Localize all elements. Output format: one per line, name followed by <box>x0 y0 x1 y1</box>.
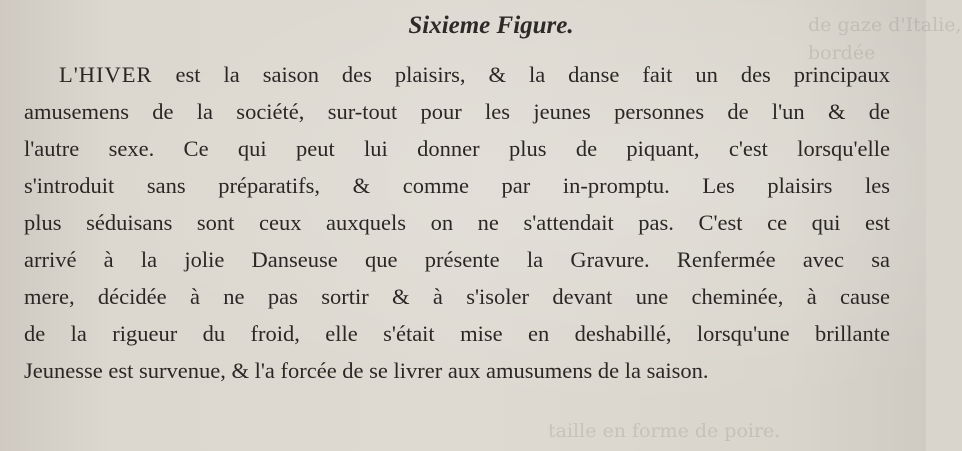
figure-heading <box>0 12 926 40</box>
paragraph-line-text: est la saison des plaisirs, & la danse fait un des principaux <box>175 62 891 87</box>
lead-word: L'HIVER <box>59 62 153 87</box>
paragraph-line: mere, décidée à ne pas sortir & à s'isoler devant une cheminée, à cause <box>24 284 890 309</box>
paragraph-line: arrivé à la jolie Danseuse que présente la Gravure. Renfermée avec sa <box>24 247 890 272</box>
paragraph-line: l'autre sexe. Ce qui peut lui donner plus de piquant, c'est lorsqu'elle <box>24 136 890 161</box>
paragraph-line: amusemens de la société, sur-tout pour les jeunes personnes de l'un & de <box>24 99 890 124</box>
figure-heading-text: Sixieme Figure. <box>408 12 574 39</box>
paragraph-line: de la rigueur du froid, elle s'était mise en deshabillé, lorsqu'une brillante <box>24 321 890 346</box>
paragraph-line: s'introduit sans préparatifs, & comme par in-promptu. Les plaisirs les <box>24 173 890 198</box>
body-paragraph <box>24 56 890 389</box>
bleed-through-text: bordée <box>808 42 876 64</box>
paragraph-line: plus séduisans sont ceux auxquels on ne s'attendait pas. C'est ce qui est <box>24 210 890 235</box>
bleed-through-text: de gaze d'Italie, <box>808 14 962 36</box>
paragraph-line <box>24 56 890 93</box>
paragraph-line: Jeunesse est survenue, & l'a forcée de se livrer aux amusumens de la saison. <box>24 358 709 383</box>
bleed-through-text: taille en forme de poire. <box>548 420 781 442</box>
